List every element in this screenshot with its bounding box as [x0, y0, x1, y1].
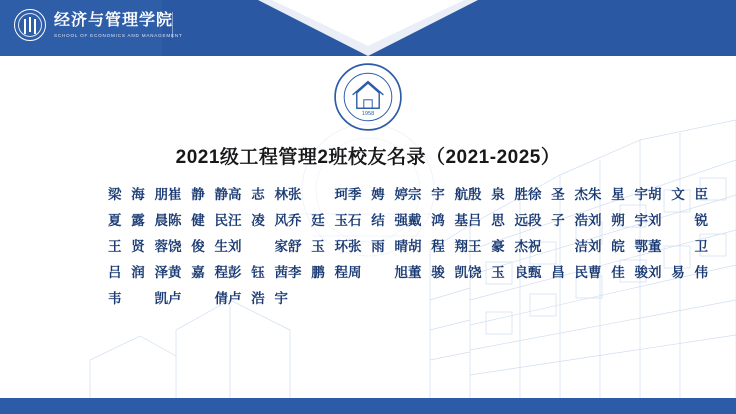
alumni-name: 刘 家 — [228, 239, 288, 254]
alumni-name: 高志林 — [228, 187, 288, 202]
alumni-name: 卢 倩 — [168, 291, 228, 306]
alumni-name: 董 卫 — [648, 239, 708, 254]
alumni-name: 梁海朋 — [108, 187, 168, 202]
alumni-name: 韦 凯 — [108, 291, 168, 306]
alumni-name: 刘朔宇 — [588, 213, 648, 228]
school-name-cn: 经济与管理学院 — [54, 11, 174, 29]
alumni-name: 卢浩宇 — [228, 291, 288, 306]
roster-row — [108, 258, 708, 284]
alumni-roster — [108, 180, 708, 310]
alumni-name: 胡程翔 — [408, 239, 468, 254]
alumni-name: 宗宇航 — [408, 187, 468, 202]
alumni-name: 饶玉良 — [468, 265, 528, 280]
roster-row — [108, 284, 648, 310]
footer-band — [0, 398, 736, 414]
alumni-name: 陈健民 — [168, 213, 228, 228]
school-crest-icon — [14, 9, 46, 41]
university-emblem-icon — [333, 62, 403, 132]
alumni-name: 祝 洁 — [528, 239, 588, 254]
alumni-name: 王豪杰 — [468, 239, 528, 254]
alumni-name: 刘易伟 — [648, 265, 708, 280]
alumni-name: 刘 锐 — [648, 213, 708, 228]
alumni-name: 王贤蓉 — [108, 239, 168, 254]
alumni-name: 刘皖鄂 — [588, 239, 648, 254]
alumni-name: 徐圣杰 — [528, 187, 588, 202]
alumni-name: 石结强 — [348, 213, 408, 228]
alumni-name: 张 珂 — [288, 187, 348, 202]
alumni-name: 朱星宇 — [588, 187, 648, 202]
alumni-name: 戴鸿基 — [408, 213, 468, 228]
alumni-name: 黄嘉程 — [168, 265, 228, 280]
school-name-en: SCHOOL OF ECONOMICS AND MANAGEMENT — [54, 32, 183, 38]
alumni-name: 吕润泽 — [108, 265, 168, 280]
header-divider — [172, 12, 173, 38]
alumni-name: 夏露晨 — [108, 213, 168, 228]
alumni-name: 胡文臣 — [648, 187, 708, 202]
school-logo-text — [54, 12, 183, 38]
alumni-name: 殷泉胜 — [468, 187, 528, 202]
alumni-name: 董骏凯 — [408, 265, 468, 280]
alumni-name: 甄昌民 — [528, 265, 588, 280]
alumni-name: 李鹏程 — [288, 265, 348, 280]
alumni-name: 彭钰茜 — [228, 265, 288, 280]
roster-row — [108, 180, 708, 206]
alumni-name: 乔廷玉 — [288, 213, 348, 228]
roster-row — [108, 206, 708, 232]
alumni-name: 崔静静 — [168, 187, 228, 202]
alumni-name: 饶俊生 — [168, 239, 228, 254]
alumni-name: 曹佳骏 — [588, 265, 648, 280]
alumni-name: 季娉婷 — [348, 187, 408, 202]
alumni-name: 舒玉环 — [288, 239, 348, 254]
page-title: 2021级工程管理2班校友名录（2021-2025） — [175, 147, 561, 168]
roster-row — [108, 232, 708, 258]
svg-text:1958: 1958 — [361, 111, 375, 118]
alumni-name: 周 旭 — [348, 265, 408, 280]
school-logo — [14, 9, 183, 41]
alumni-name: 段子浩 — [528, 213, 588, 228]
alumni-name: 吕思远 — [468, 213, 528, 228]
alumni-name: 张雨晴 — [348, 239, 408, 254]
alumni-name: 汪凌风 — [228, 213, 288, 228]
header-band — [0, 0, 736, 56]
